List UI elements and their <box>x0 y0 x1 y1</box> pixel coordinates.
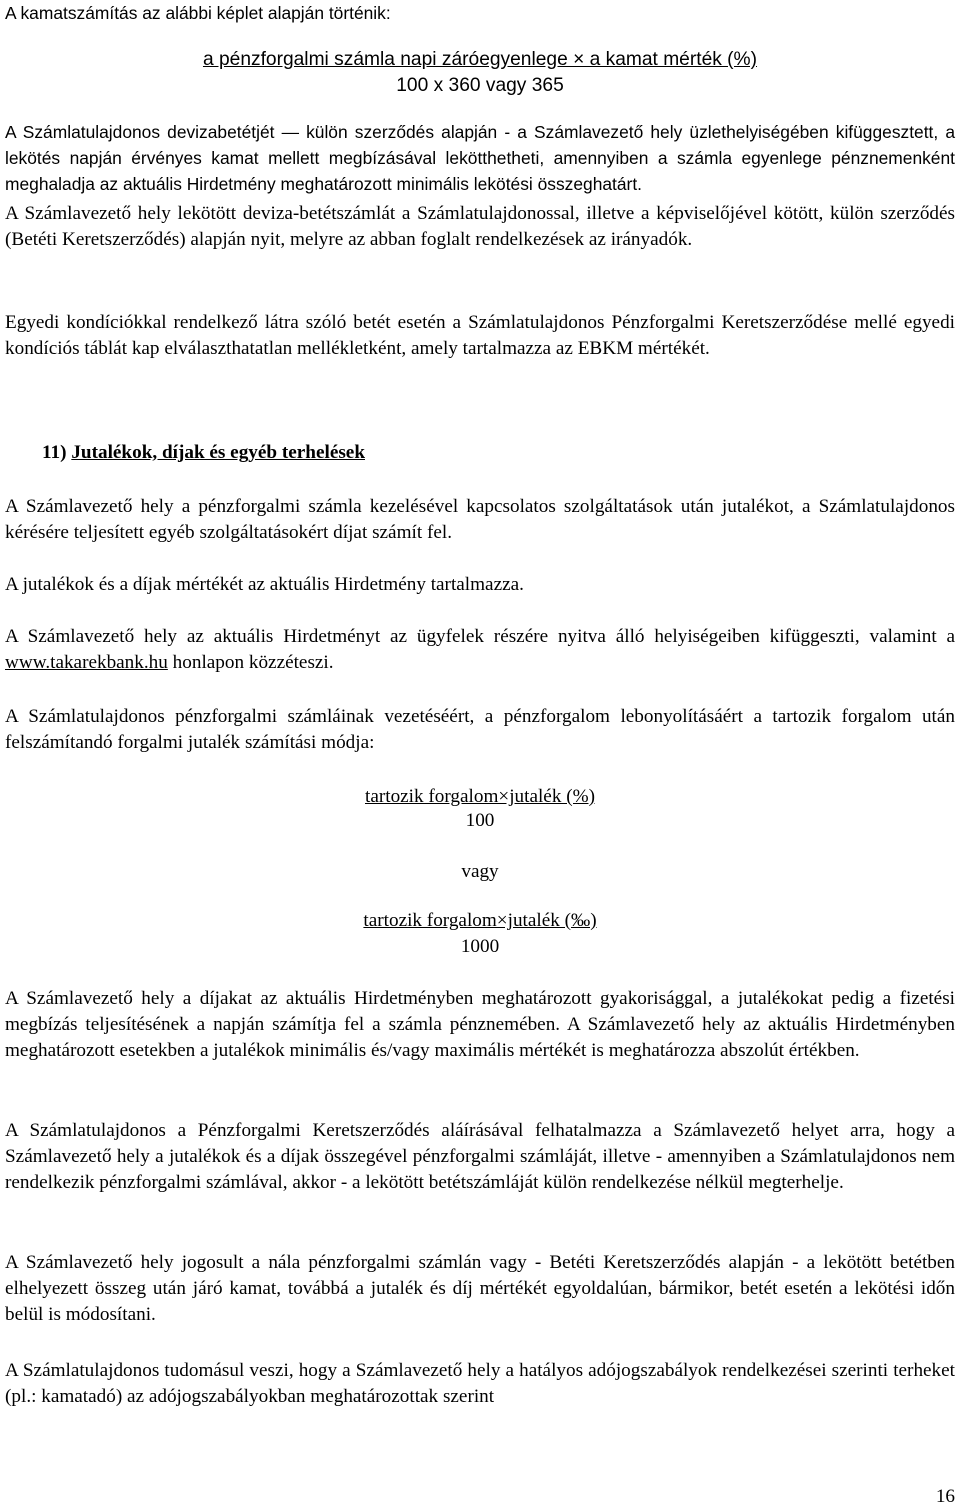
formula1-numerator: a pénzforgalmi számla napi záróegyenlege × a kamat mérték (%) <box>202 49 758 70</box>
formula3-numerator: tartozik forgalom×jutalék (‰) <box>363 910 597 931</box>
deposit-paragraph-a: A Számlatulajdonos devizabetétjét ― külön szerződés alapján - a Számlavezető hely üzlethelyiségében kifüggesztett, a lekötés napján érvényes kamat mellett megbízásával lekötthetheti, amennyiben a számla egyenlege pénznemenként meghaladja az aktuális Hirdetmény meghatározott minimális lekötési összeghatárt. <box>5 122 955 194</box>
formula3-denominator: 1000 <box>460 936 500 957</box>
fees-paragraph: A Számlavezető hely a pénzforgalmi számla kezelésével kapcsolatos szolgáltatások után jutalékot, a Számlatulajdonos kérésére teljesített egyéb szolgáltatásokért díjat számít fel. <box>5 496 955 543</box>
section-heading <box>42 440 365 466</box>
section-title: Jutalékok, díjak és egyéb terhelések <box>71 442 365 463</box>
commission-paragraph: A Számlatulajdonos pénzforgalmi számláinak vezetéséért, a pénzforgalom lebonyolításáért a tartozik forgalom után felszámítandó forgalmi jutalék számítási módja: <box>5 706 955 753</box>
charges-paragraph: A Számlavezető hely a díjakat az aktuális Hirdetményben meghatározott gyakorisággal, a jutalékokat pedig a fizetési megbízás teljesítésének a napján számítja fel a számla pénznemében. A Számlavezető hely az aktuális Hirdetményben meghatározott esetekben a jutalékok minimális és/vagy maximális mértékét is meghatározza abszolút értékben. <box>5 988 955 1061</box>
website-link[interactable]: www.takarekbank.hu <box>5 652 168 673</box>
formula1-denominator: 100 x 360 vagy 365 <box>396 75 564 96</box>
deposit-paragraph-b <box>5 201 955 253</box>
publish-text-before: A Számlavezető hely az aktuális Hirdetményt az ügyfelek részére nyitva álló helyiségeiben kifüggeszti, valamint a <box>5 626 955 647</box>
modify-paragraph: A Számlavezető hely jogosult a nála pénzforgalmi számlán vagy - Betéti Keretszerződés alapján - a lekötött betétben elhelyezett összeg után járó kamat, továbbá a jutalék és díj mértékét egyoldalúan, bármikor, betét esetén a lekötési időn belül is módosítani. <box>5 1252 955 1325</box>
individual-conditions-paragraph: Egyedi kondíciókkal rendelkező látra szóló betét esetén a Számlatulajdonos Pénzforgalmi Keretszerződése mellé egyedi kondíciós táblát kap elválaszthatatlan mellékletként, amely tartalmazza az EBKM mértékét. <box>5 312 955 359</box>
authorize-paragraph: A Számlatulajdonos a Pénzforgalmi Keretszerződés aláírásával felhatalmazza a Számlavezető helyet arra, hogy a Számlavezető hely a jutalékok és a díjak összegével pénzforgalmi számláját, illetve - amennyiben a Számlatulajdonos nem rendelkezik pénzforgalmi számlával, akkor - a lekötött betétszámláját külön rendelkezése nélkül megterhelje. <box>5 1120 955 1193</box>
intro-paragraph: A kamatszámítás az alábbi képlet alapján történik: <box>5 3 391 23</box>
page-number: 16 <box>935 1486 955 1507</box>
formula2-numerator: tartozik forgalom×jutalék (%) <box>365 786 595 807</box>
deposit-paragraph-b-text: A Számlavezető hely lekötött deviza-betétszámlát a Számlatulajdonossal, illetve a képviselőjével kötött, külön szerződés (Betéti Keretszerződés) alapján nyit, melyre az abban foglalt rendelkezések az irányadók. <box>5 203 955 250</box>
formula2-denominator: 100 <box>465 810 495 831</box>
section-number: 11) <box>42 442 67 463</box>
announcement-paragraph: A jutalékok és a díjak mértékét az aktuális Hirdetmény tartalmazza. <box>5 574 524 595</box>
tax-paragraph: A Számlatulajdonos tudomásul veszi, hogy a Számlavezető hely a hatályos adójogszabályok rendelkezései szerinti terheket (pl.: kamatadó) az adójogszabályokban meghatározottak szerint <box>5 1360 955 1407</box>
publish-text-after: honlapon közzéteszi. <box>167 652 334 673</box>
publish-paragraph <box>5 624 955 676</box>
formula-or: vagy <box>461 861 499 882</box>
